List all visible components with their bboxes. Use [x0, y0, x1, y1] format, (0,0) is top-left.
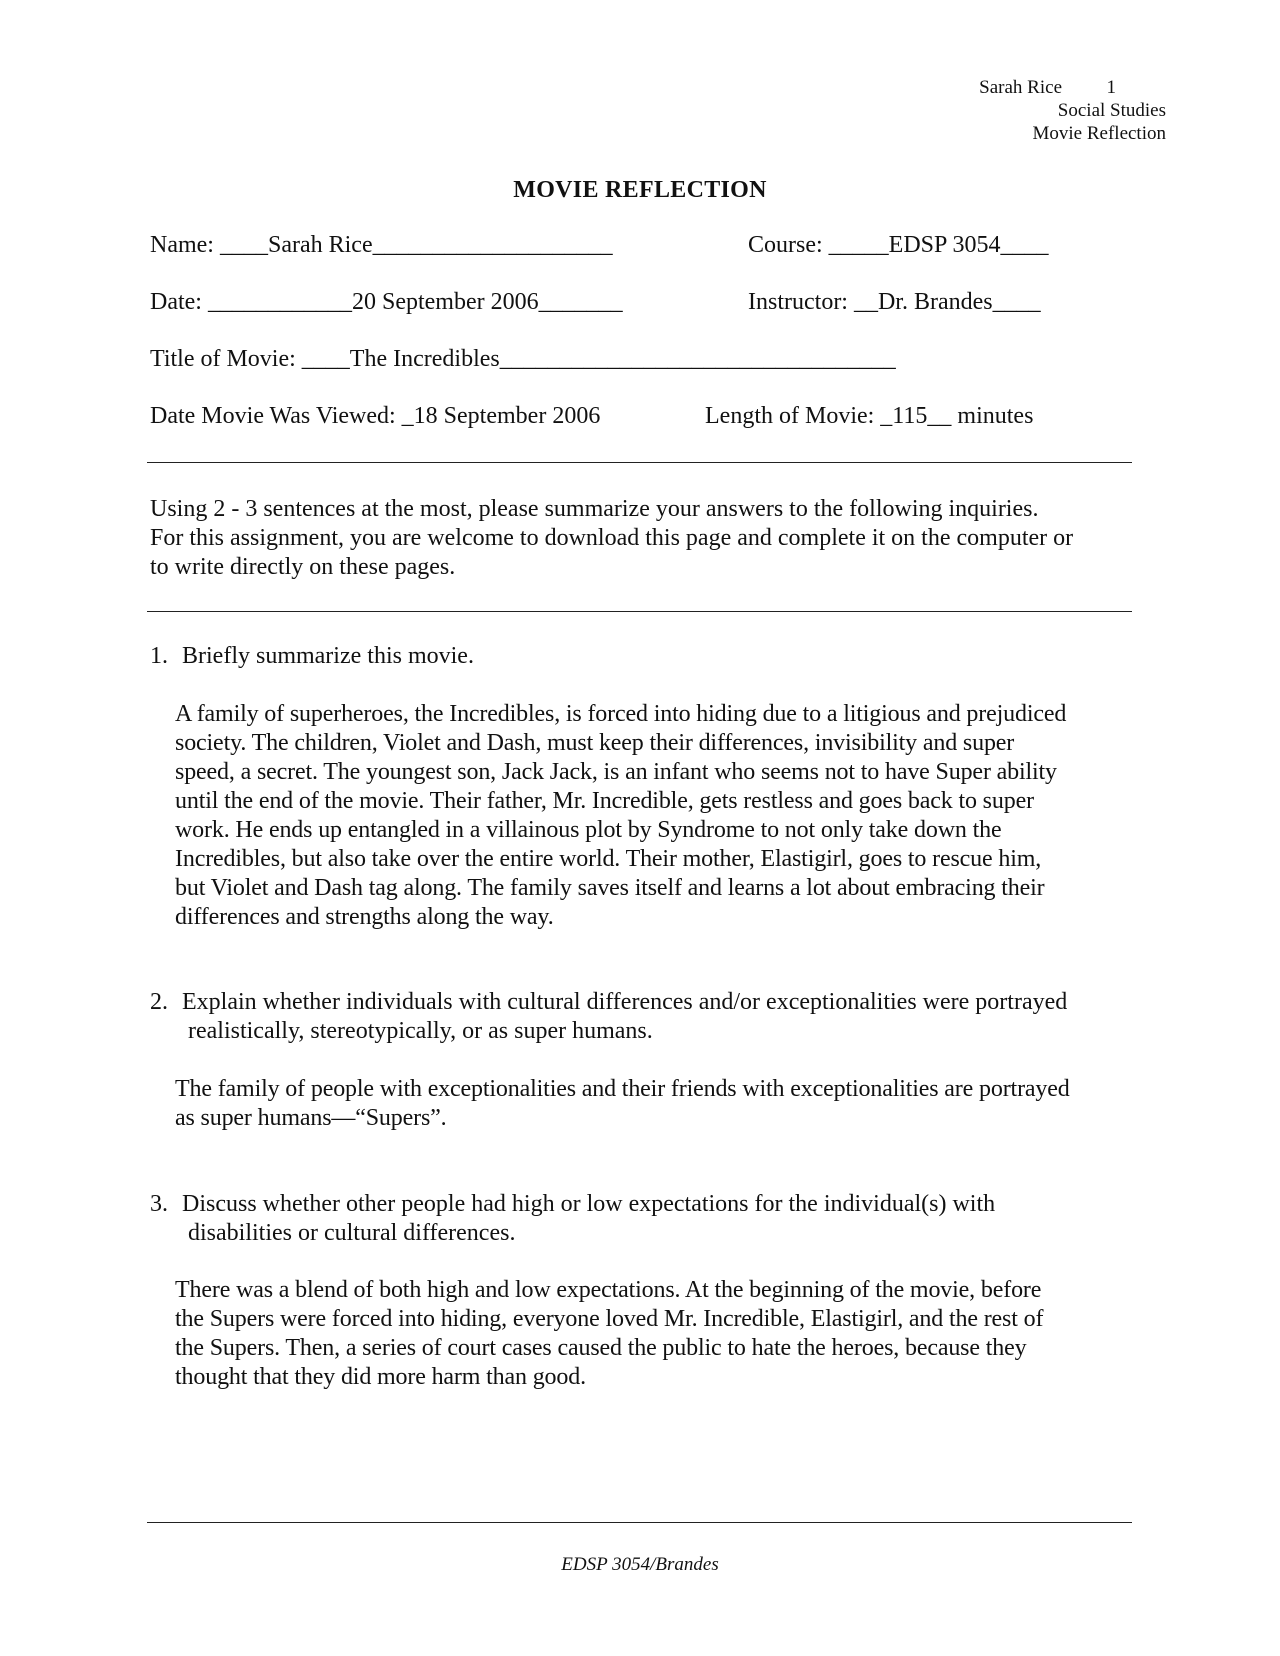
- answer-line: society. The children, Violet and Dash, must keep their differences, invisibility and super: [175, 730, 1015, 756]
- question-number: 1.: [150, 643, 168, 669]
- instructions: [150, 495, 1140, 582]
- instructions-line-3: to write directly on these pages.: [150, 554, 456, 580]
- name-field: Name: ____Sarah Rice____________________: [150, 232, 613, 258]
- instructor-field: Instructor: __Dr. Brandes____: [748, 289, 1041, 315]
- answer-line: Incredibles, but also take over the entire world. Their mother, Elastigirl, goes to rescue him,: [175, 846, 1042, 872]
- movie-title-field: Title of Movie: ____The Incredibles_________________________________: [150, 346, 896, 372]
- answer-1: [175, 700, 1135, 932]
- header-doc-type: Movie Reflection: [1032, 123, 1166, 144]
- divider: [147, 462, 1132, 463]
- question-prompt: Briefly summarize this movie.: [182, 643, 474, 669]
- answer-line: speed, a secret. The youngest son, Jack Jack, is an infant who seems not to have Super ability: [175, 759, 1057, 785]
- header-subject: Social Studies: [1057, 100, 1166, 121]
- question-1: [150, 642, 1140, 671]
- answer-3: [175, 1276, 1135, 1392]
- answer-line: until the end of the movie. Their father, Mr. Incredible, gets restless and goes back to super: [175, 788, 1034, 814]
- question-prompt: Discuss whether other people had high or low expectations for the individual(s) with: [182, 1191, 996, 1217]
- question-2: [150, 988, 1140, 1046]
- date-viewed-field: Date Movie Was Viewed: _18 September 2006: [150, 403, 601, 429]
- page-footer: EDSP 3054/Brandes: [561, 1554, 719, 1575]
- answer-line: differences and strengths along the way.: [175, 904, 554, 930]
- question-3: [150, 1190, 1140, 1248]
- question-number: 2.: [150, 989, 168, 1015]
- answer-line: thought that they did more harm than good.: [175, 1364, 586, 1390]
- divider: [147, 611, 1132, 612]
- answer-2: [175, 1075, 1135, 1133]
- course-field: Course: _____EDSP 3054____: [748, 232, 1049, 258]
- answer-line: the Supers were forced into hiding, everyone loved Mr. Incredible, Elastigirl, and the rest of: [175, 1306, 1044, 1332]
- instructions-line-2: For this assignment, you are welcome to download this page and complete it on the computer or: [150, 525, 1074, 551]
- page-title: MOVIE REFLECTION: [513, 177, 767, 203]
- answer-line: The family of people with exceptionalities and their friends with exceptionalities are portrayed: [175, 1076, 1070, 1102]
- header-author: Sarah Rice: [979, 77, 1062, 98]
- date-field: Date: ____________20 September 2006_______: [150, 289, 623, 315]
- question-prompt-continued: realistically, stereotypically, or as super humans.: [188, 1018, 653, 1044]
- question-prompt: Explain whether individuals with cultural differences and/or exceptionalities were portrayed: [182, 989, 1068, 1015]
- answer-line: work. He ends up entangled in a villainous plot by Syndrome to not only take down the: [175, 817, 1002, 843]
- question-prompt-continued: disabilities or cultural differences.: [188, 1220, 516, 1246]
- footer-divider: [147, 1522, 1132, 1523]
- question-number: 3.: [150, 1191, 168, 1217]
- movie-length-field: Length of Movie: _115__ minutes: [705, 403, 1034, 429]
- answer-line: A family of superheroes, the Incredibles, is forced into hiding due to a litigious and prejudiced: [175, 701, 1067, 727]
- instructions-line-1: Using 2 - 3 sentences at the most, please summarize your answers to the following inquiries.: [150, 496, 1039, 522]
- answer-line: the Supers. Then, a series of court cases caused the public to hate the heroes, because they: [175, 1335, 1027, 1361]
- answer-line: but Violet and Dash tag along. The family saves itself and learns a lot about embracing their: [175, 875, 1045, 901]
- answer-line: as super humans—“Supers”.: [175, 1105, 447, 1131]
- answer-line: There was a blend of both high and low expectations. At the beginning of the movie, before: [175, 1277, 1042, 1303]
- page-number: 1: [1106, 77, 1116, 98]
